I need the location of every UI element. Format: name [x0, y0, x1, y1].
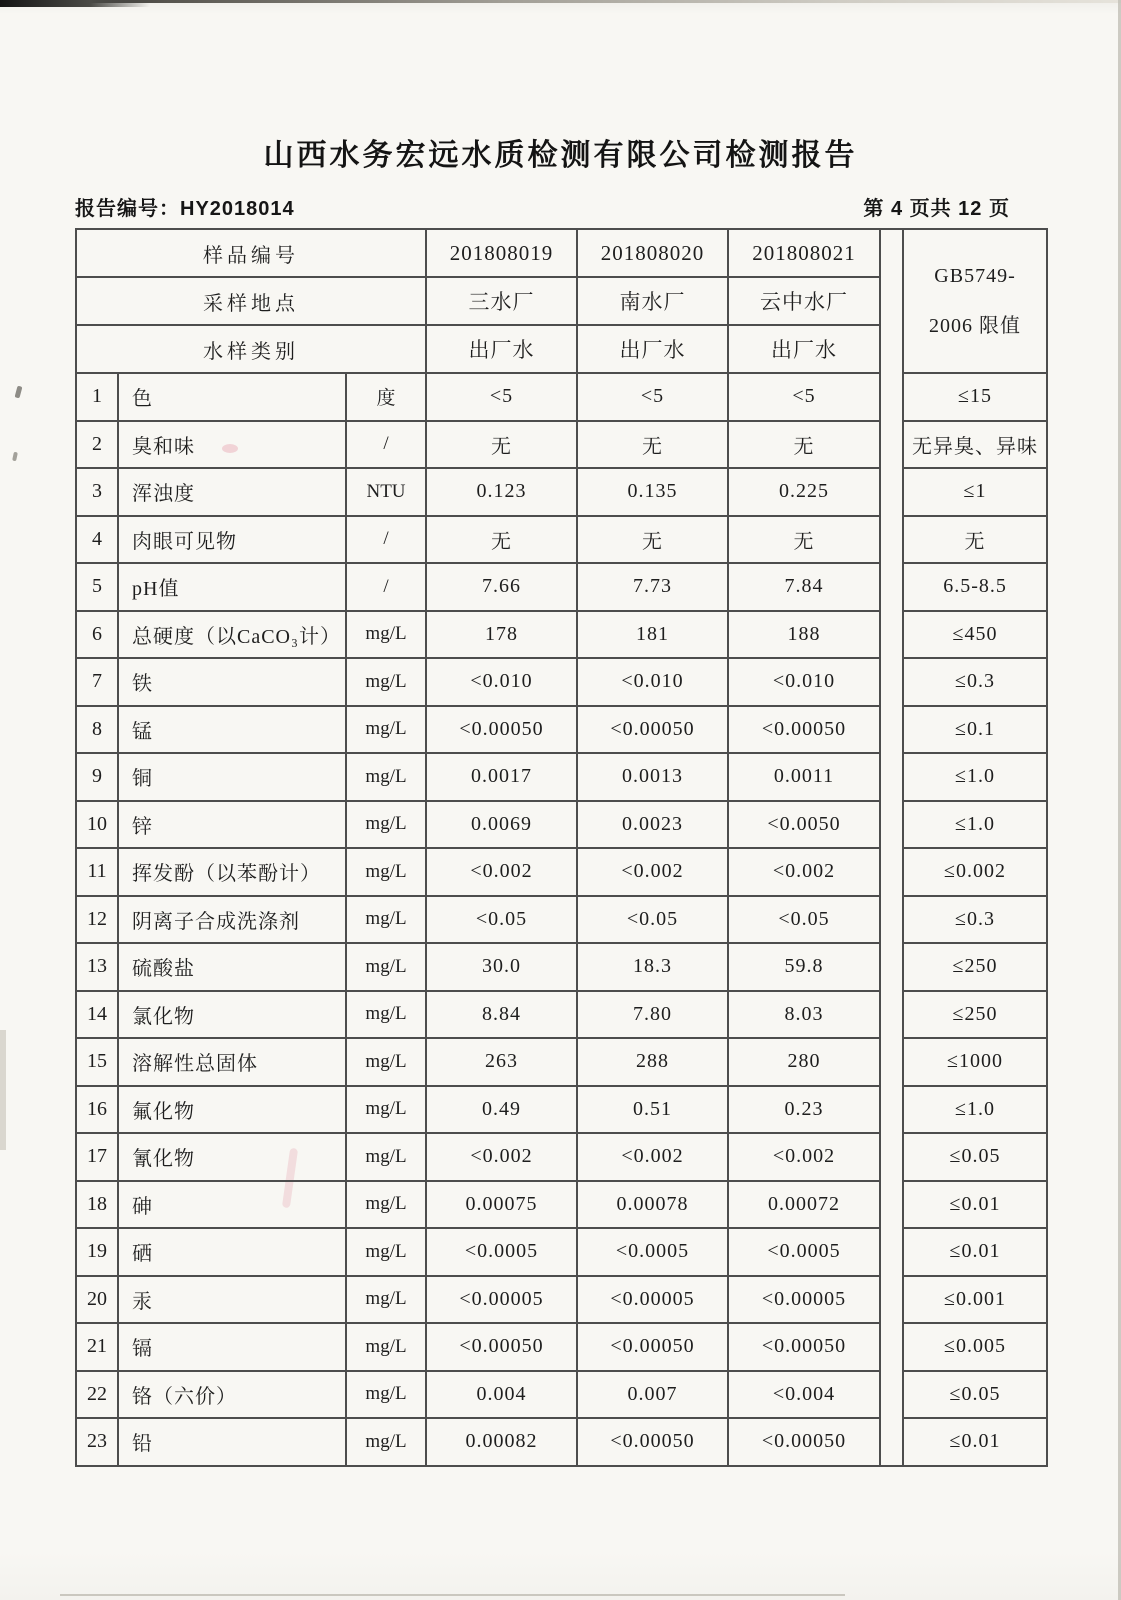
scan-speck	[12, 452, 18, 462]
sample3-value: 188	[728, 611, 880, 659]
parameter-unit: mg/L	[346, 801, 426, 849]
sample1-value: 30.0	[426, 943, 577, 991]
parameter-name: 锌	[118, 801, 346, 849]
parameter-name: 臭和味	[118, 421, 346, 469]
parameter-name: 溶解性总固体	[118, 1038, 346, 1086]
limit-value: ≤1.0	[903, 1086, 1047, 1134]
limit-value: 无异臭、异味	[903, 421, 1047, 469]
parameter-name: 铅	[118, 1418, 346, 1466]
sample3-value: <0.0005	[728, 1228, 880, 1276]
row-number: 13	[76, 943, 118, 991]
limit-value: 6.5-8.5	[903, 563, 1047, 611]
parameter-name: 总硬度（以CaCO₃计）	[118, 611, 346, 659]
row-number: 7	[76, 658, 118, 706]
sample2-value: <0.00005	[577, 1276, 728, 1324]
limit-value: ≤0.005	[903, 1323, 1047, 1371]
sample1-value: 0.0069	[426, 801, 577, 849]
sample-location-3: 云中水厂	[728, 277, 880, 325]
parameter-name: 铬（六价）	[118, 1371, 346, 1419]
sample3-value: <0.00050	[728, 706, 880, 754]
sample2-value: <0.00050	[577, 706, 728, 754]
sample2-value: <0.05	[577, 896, 728, 944]
sample2-value: <0.00050	[577, 1323, 728, 1371]
sample3-value: <0.0050	[728, 801, 880, 849]
header-label-location: 采样地点	[76, 277, 426, 325]
sample1-value: <5	[426, 373, 577, 421]
limit-header-line2: 2006 限值	[929, 315, 1022, 337]
limit-value: ≤250	[903, 991, 1047, 1039]
sample1-value: 0.00075	[426, 1181, 577, 1229]
limit-value: ≤450	[903, 611, 1047, 659]
parameter-unit: mg/L	[346, 943, 426, 991]
sample2-value: <0.002	[577, 848, 728, 896]
sample1-value: 0.004	[426, 1371, 577, 1419]
sample2-value: 0.135	[577, 468, 728, 516]
table-gap-column	[880, 229, 903, 1466]
sample3-value: 8.03	[728, 991, 880, 1039]
sample2-value: 7.73	[577, 563, 728, 611]
parameter-unit: mg/L	[346, 753, 426, 801]
report-number: 报告编号：HY2018014	[75, 198, 295, 220]
sample2-value: 181	[577, 611, 728, 659]
sample3-value: 0.0011	[728, 753, 880, 801]
row-number: 3	[76, 468, 118, 516]
sample-id-2: 201808020	[577, 229, 728, 277]
sample2-value: 18.3	[577, 943, 728, 991]
row-number: 9	[76, 753, 118, 801]
sample1-value: 0.123	[426, 468, 577, 516]
row-number: 8	[76, 706, 118, 754]
sample2-value: 0.007	[577, 1371, 728, 1419]
water-type-2: 出厂水	[577, 325, 728, 373]
scan-edge-artifact	[0, 0, 1121, 3]
row-number: 21	[76, 1323, 118, 1371]
sample-location-1: 三水厂	[426, 277, 577, 325]
parameter-unit: mg/L	[346, 1038, 426, 1086]
parameter-name: 镉	[118, 1323, 346, 1371]
limit-header-line1: GB5749-	[934, 265, 1016, 287]
parameter-unit: mg/L	[346, 1418, 426, 1466]
header-row-sample-id	[76, 229, 1047, 277]
sample2-value: <0.002	[577, 1133, 728, 1181]
sample1-value: <0.0005	[426, 1228, 577, 1276]
row-number: 15	[76, 1038, 118, 1086]
sample2-value: 无	[577, 421, 728, 469]
parameter-name: 肉眼可见物	[118, 516, 346, 564]
sample2-value: 7.80	[577, 991, 728, 1039]
scan-corner-artifact	[0, 0, 150, 7]
sample2-value: 0.00078	[577, 1181, 728, 1229]
sample3-value: <0.00050	[728, 1418, 880, 1466]
parameter-name: 铁	[118, 658, 346, 706]
parameter-unit: 度	[346, 373, 426, 421]
limit-value: ≤0.001	[903, 1276, 1047, 1324]
limit-value: 无	[903, 516, 1047, 564]
parameter-name: 汞	[118, 1276, 346, 1324]
sample3-value: <0.004	[728, 1371, 880, 1419]
row-number: 12	[76, 896, 118, 944]
sample3-value: 无	[728, 421, 880, 469]
parameter-unit: mg/L	[346, 706, 426, 754]
limit-value: ≤15	[903, 373, 1047, 421]
row-number: 16	[76, 1086, 118, 1134]
parameter-unit: mg/L	[346, 991, 426, 1039]
row-number: 1	[76, 373, 118, 421]
row-number: 2	[76, 421, 118, 469]
sample3-value: <0.010	[728, 658, 880, 706]
sample3-value: 0.00072	[728, 1181, 880, 1229]
parameter-unit: mg/L	[346, 896, 426, 944]
parameter-unit: mg/L	[346, 658, 426, 706]
limit-column-header	[903, 229, 1047, 373]
sample2-value: 0.51	[577, 1086, 728, 1134]
limit-value: ≤0.01	[903, 1228, 1047, 1276]
water-type-1: 出厂水	[426, 325, 577, 373]
parameter-unit: mg/L	[346, 1181, 426, 1229]
sample3-value: 0.225	[728, 468, 880, 516]
limit-value: ≤1000	[903, 1038, 1047, 1086]
parameter-name: 铜	[118, 753, 346, 801]
parameter-unit: mg/L	[346, 1371, 426, 1419]
sample1-value: <0.00050	[426, 1323, 577, 1371]
parameter-unit: mg/L	[346, 1133, 426, 1181]
sample3-value: 7.84	[728, 563, 880, 611]
sample2-value: <0.0005	[577, 1228, 728, 1276]
row-number: 22	[76, 1371, 118, 1419]
limit-value: ≤0.3	[903, 896, 1047, 944]
sample1-value: <0.00005	[426, 1276, 577, 1324]
sample1-value: 8.84	[426, 991, 577, 1039]
header-label-sample-id: 样品编号	[76, 229, 426, 277]
sample1-value: 0.0017	[426, 753, 577, 801]
parameter-name: 氰化物	[118, 1133, 346, 1181]
parameter-name: 阴离子合成洗涤剂	[118, 896, 346, 944]
sample3-value: 280	[728, 1038, 880, 1086]
sample3-value: 无	[728, 516, 880, 564]
header-label-water-type: 水样类别	[76, 325, 426, 373]
row-number: 20	[76, 1276, 118, 1324]
sample1-value: <0.002	[426, 848, 577, 896]
scan-streak	[0, 1030, 6, 1150]
row-number: 19	[76, 1228, 118, 1276]
limit-value: ≤0.002	[903, 848, 1047, 896]
limit-value: ≤250	[903, 943, 1047, 991]
row-number: 6	[76, 611, 118, 659]
parameter-name: 氟化物	[118, 1086, 346, 1134]
limit-value: ≤0.05	[903, 1133, 1047, 1181]
sample-id-1: 201808019	[426, 229, 577, 277]
sample3-value: <0.00005	[728, 1276, 880, 1324]
sample1-value: <0.010	[426, 658, 577, 706]
sample1-value: <0.00050	[426, 706, 577, 754]
limit-value: ≤1.0	[903, 753, 1047, 801]
parameter-name: 锰	[118, 706, 346, 754]
parameter-name: 砷	[118, 1181, 346, 1229]
limit-value: ≤1	[903, 468, 1047, 516]
parameter-name: 氯化物	[118, 991, 346, 1039]
sample1-value: 178	[426, 611, 577, 659]
sample2-value: <5	[577, 373, 728, 421]
sample3-value: <0.002	[728, 848, 880, 896]
page-indicator: 第 4 页共 12 页	[863, 198, 1010, 220]
sample1-value: 7.66	[426, 563, 577, 611]
sample1-value: <0.05	[426, 896, 577, 944]
sample1-value: 无	[426, 421, 577, 469]
parameter-unit: /	[346, 421, 426, 469]
row-number: 23	[76, 1418, 118, 1466]
sample3-value: <0.00050	[728, 1323, 880, 1371]
row-number: 18	[76, 1181, 118, 1229]
parameter-name: 硒	[118, 1228, 346, 1276]
parameter-unit: /	[346, 516, 426, 564]
sample1-value: 无	[426, 516, 577, 564]
parameter-unit: mg/L	[346, 611, 426, 659]
limit-value: ≤1.0	[903, 801, 1047, 849]
sample1-value: <0.002	[426, 1133, 577, 1181]
row-number: 11	[76, 848, 118, 896]
sample2-value: <0.00050	[577, 1418, 728, 1466]
parameter-name: 挥发酚（以苯酚计）	[118, 848, 346, 896]
sample3-value: <0.002	[728, 1133, 880, 1181]
parameter-unit: mg/L	[346, 1228, 426, 1276]
parameter-unit: mg/L	[346, 1276, 426, 1324]
parameter-unit: mg/L	[346, 1323, 426, 1371]
limit-value: ≤0.3	[903, 658, 1047, 706]
limit-value: ≤0.1	[903, 706, 1047, 754]
row-number: 17	[76, 1133, 118, 1181]
scan-edge-artifact	[60, 1594, 845, 1596]
row-number: 14	[76, 991, 118, 1039]
sample-location-2: 南水厂	[577, 277, 728, 325]
limit-value: ≤0.01	[903, 1418, 1047, 1466]
row-number: 5	[76, 563, 118, 611]
sample2-value: 0.0023	[577, 801, 728, 849]
row-number: 10	[76, 801, 118, 849]
sample3-value: <0.05	[728, 896, 880, 944]
scan-speck	[15, 386, 23, 399]
water-type-3: 出厂水	[728, 325, 880, 373]
page-title: 山西水务宏远水质检测有限公司检测报告	[263, 139, 858, 172]
parameter-name: 色	[118, 373, 346, 421]
parameter-unit: NTU	[346, 468, 426, 516]
parameter-unit: mg/L	[346, 848, 426, 896]
sample2-value: 0.0013	[577, 753, 728, 801]
parameter-name: 硫酸盐	[118, 943, 346, 991]
sample3-value: 0.23	[728, 1086, 880, 1134]
limit-value: ≤0.01	[903, 1181, 1047, 1229]
sample1-value: 0.00082	[426, 1418, 577, 1466]
water-quality-table	[75, 228, 1048, 1467]
sample2-value: <0.010	[577, 658, 728, 706]
parameter-name: 浑浊度	[118, 468, 346, 516]
parameter-name: pH值	[118, 563, 346, 611]
sample-id-3: 201808021	[728, 229, 880, 277]
sample2-value: 288	[577, 1038, 728, 1086]
limit-value: ≤0.05	[903, 1371, 1047, 1419]
report-meta	[75, 192, 1010, 221]
parameter-unit: /	[346, 563, 426, 611]
sample3-value: <5	[728, 373, 880, 421]
sample1-value: 263	[426, 1038, 577, 1086]
sample3-value: 59.8	[728, 943, 880, 991]
sample2-value: 无	[577, 516, 728, 564]
parameter-unit: mg/L	[346, 1086, 426, 1134]
sample1-value: 0.49	[426, 1086, 577, 1134]
row-number: 4	[76, 516, 118, 564]
